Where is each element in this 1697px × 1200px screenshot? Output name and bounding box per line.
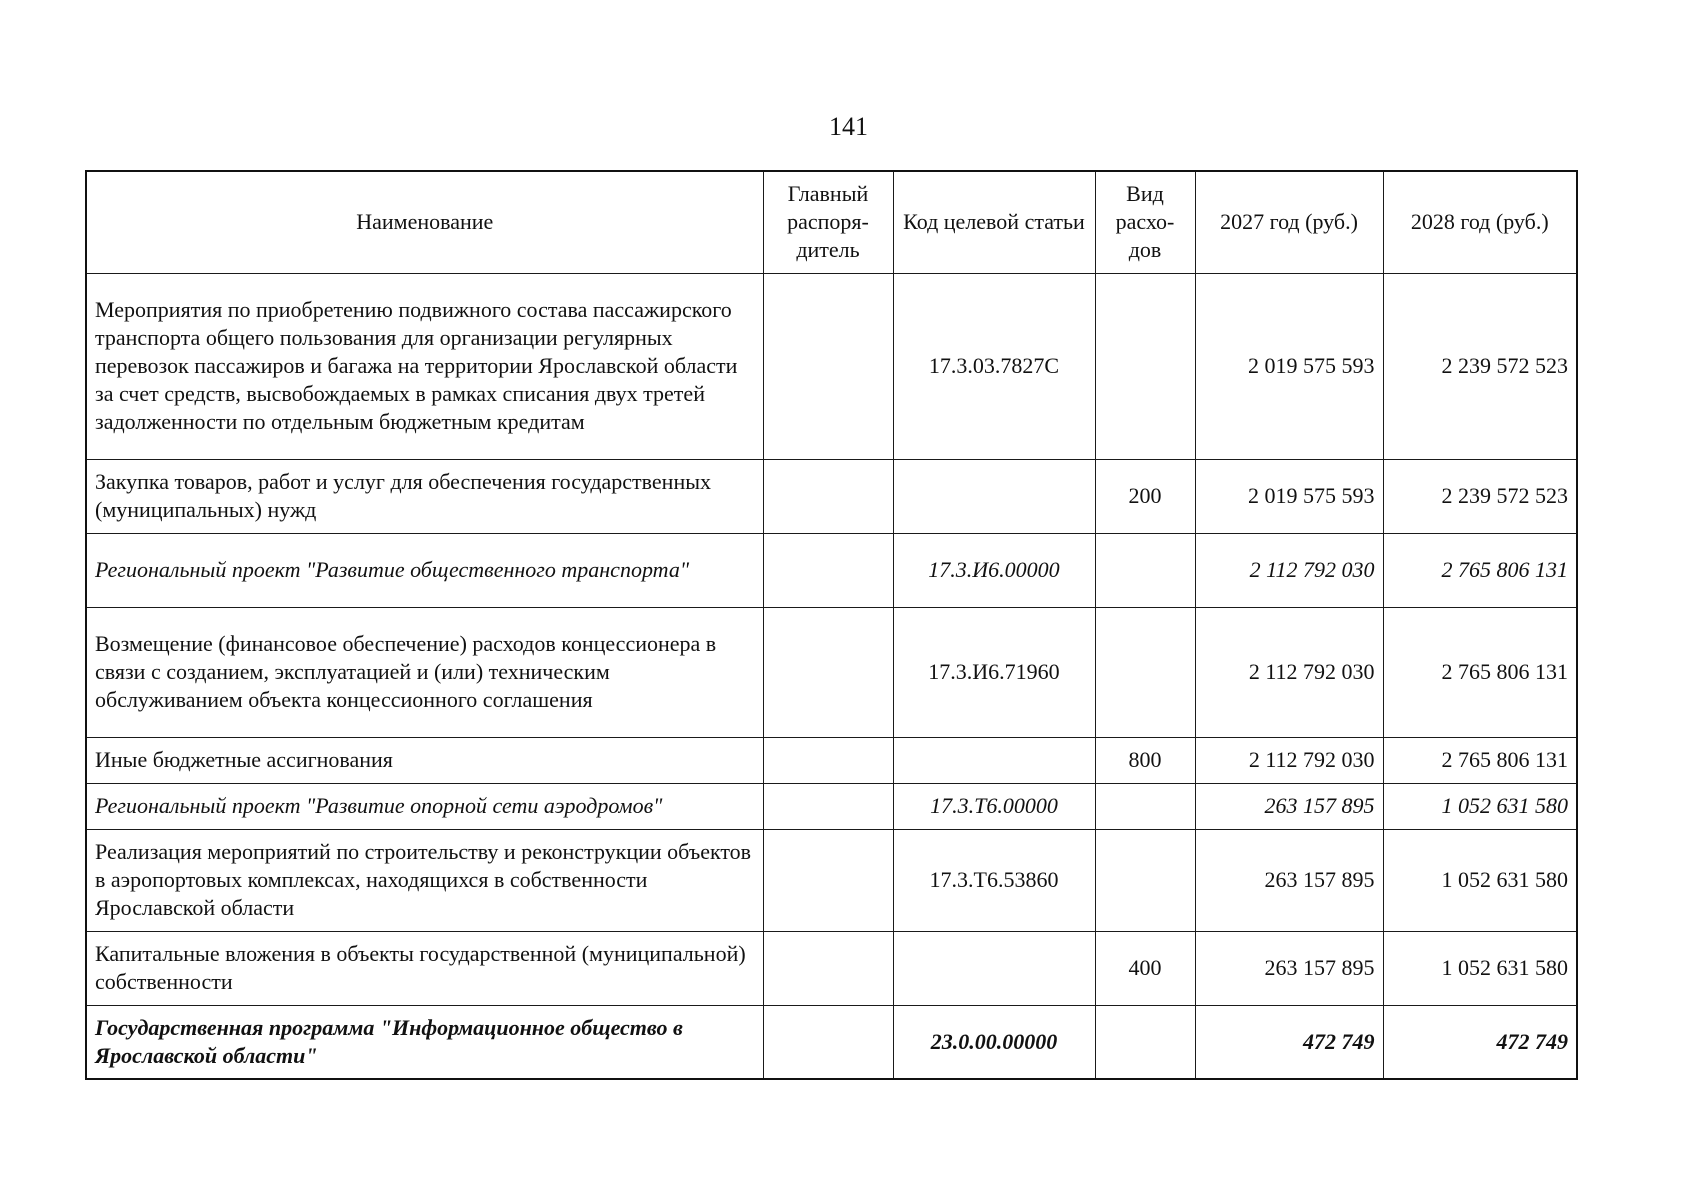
cell-2027: 2 112 792 030: [1195, 533, 1383, 607]
table-row: [86, 783, 1577, 829]
cell-manager: [763, 273, 893, 459]
table-row: [86, 931, 1577, 1005]
cell-code: 17.3.Т6.53860: [893, 829, 1095, 931]
header-expense-type: Вид расхо-дов: [1095, 171, 1195, 273]
cell-expense-type: [1095, 1005, 1195, 1079]
cell-code: [893, 459, 1095, 533]
cell-expense-type: [1095, 607, 1195, 737]
cell-name: Региональный проект "Развитие опорной сети аэродромов": [86, 783, 763, 829]
cell-2027: 2 112 792 030: [1195, 607, 1383, 737]
cell-2027: 2 019 575 593: [1195, 459, 1383, 533]
cell-2027: 2 112 792 030: [1195, 737, 1383, 783]
header-code: Код целевой статьи: [893, 171, 1095, 273]
page-number: 141: [829, 112, 868, 141]
cell-expense-type: [1095, 533, 1195, 607]
cell-2028: 472 749: [1383, 1005, 1577, 1079]
cell-code: 23.0.00.00000: [893, 1005, 1095, 1079]
cell-manager: [763, 607, 893, 737]
cell-2028: 1 052 631 580: [1383, 931, 1577, 1005]
cell-2028: 2 239 572 523: [1383, 273, 1577, 459]
table-row: [86, 459, 1577, 533]
cell-manager: [763, 737, 893, 783]
cell-name: Капитальные вложения в объекты государственной (муниципальной) собственности: [86, 931, 763, 1005]
cell-expense-type: 800: [1095, 737, 1195, 783]
table-row: [86, 1005, 1577, 1079]
cell-2027: 263 157 895: [1195, 931, 1383, 1005]
cell-code: 17.3.Т6.00000: [893, 783, 1095, 829]
cell-name: Реализация мероприятий по строительству и реконструкции объектов в аэропортовых комплексах, находящихся в собственности Ярославской области: [86, 829, 763, 931]
table-row: [86, 737, 1577, 783]
cell-name: Мероприятия по приобретению подвижного состава пассажирского транспорта общего пользования для организации регулярных перевозок пассажиров и багажа на территории Ярославской области за счет средств, высвобождаемых в рамках списания двух третей задолженности по отдельным бюджетным кредитам: [86, 273, 763, 459]
cell-2027: 263 157 895: [1195, 783, 1383, 829]
table-row: [86, 533, 1577, 607]
cell-expense-type: 200: [1095, 459, 1195, 533]
cell-code: 17.3.03.7827С: [893, 273, 1095, 459]
table-row: [86, 607, 1577, 737]
cell-2028: 1 052 631 580: [1383, 829, 1577, 931]
cell-name: Возмещение (финансовое обеспечение) расходов концессионера в связи с созданием, эксплуатацией и (или) техническим обслуживанием объекта концессионного соглашения: [86, 607, 763, 737]
cell-name: Закупка товаров, работ и услуг для обеспечения государственных (муниципальных) нужд: [86, 459, 763, 533]
cell-name: Государственная программа "Информационное общество в Ярославской области": [86, 1005, 763, 1079]
table-row: [86, 273, 1577, 459]
cell-2028: 2 765 806 131: [1383, 607, 1577, 737]
cell-2028: 2 765 806 131: [1383, 533, 1577, 607]
header-2028: 2028 год (руб.): [1383, 171, 1577, 273]
cell-manager: [763, 783, 893, 829]
cell-code: 17.3.И6.71960: [893, 607, 1095, 737]
cell-expense-type: [1095, 273, 1195, 459]
cell-2027: 472 749: [1195, 1005, 1383, 1079]
cell-expense-type: [1095, 829, 1195, 931]
cell-2028: 2 239 572 523: [1383, 459, 1577, 533]
budget-table: [85, 170, 1578, 1080]
cell-manager: [763, 829, 893, 931]
cell-manager: [763, 459, 893, 533]
cell-name: Региональный проект "Развитие общественного транспорта": [86, 533, 763, 607]
cell-manager: [763, 931, 893, 1005]
cell-manager: [763, 533, 893, 607]
cell-manager: [763, 1005, 893, 1079]
cell-expense-type: [1095, 783, 1195, 829]
header-name: Наименование: [86, 171, 763, 273]
cell-code: 17.3.И6.00000: [893, 533, 1095, 607]
table-header-row: [86, 171, 1577, 273]
cell-2027: 2 019 575 593: [1195, 273, 1383, 459]
cell-code: [893, 737, 1095, 783]
cell-2028: 1 052 631 580: [1383, 783, 1577, 829]
cell-2027: 263 157 895: [1195, 829, 1383, 931]
header-2027: 2027 год (руб.): [1195, 171, 1383, 273]
cell-name: Иные бюджетные ассигнования: [86, 737, 763, 783]
table-row: [86, 829, 1577, 931]
header-manager: Главный распоря-дитель: [763, 171, 893, 273]
cell-2028: 2 765 806 131: [1383, 737, 1577, 783]
cell-expense-type: 400: [1095, 931, 1195, 1005]
cell-code: [893, 931, 1095, 1005]
